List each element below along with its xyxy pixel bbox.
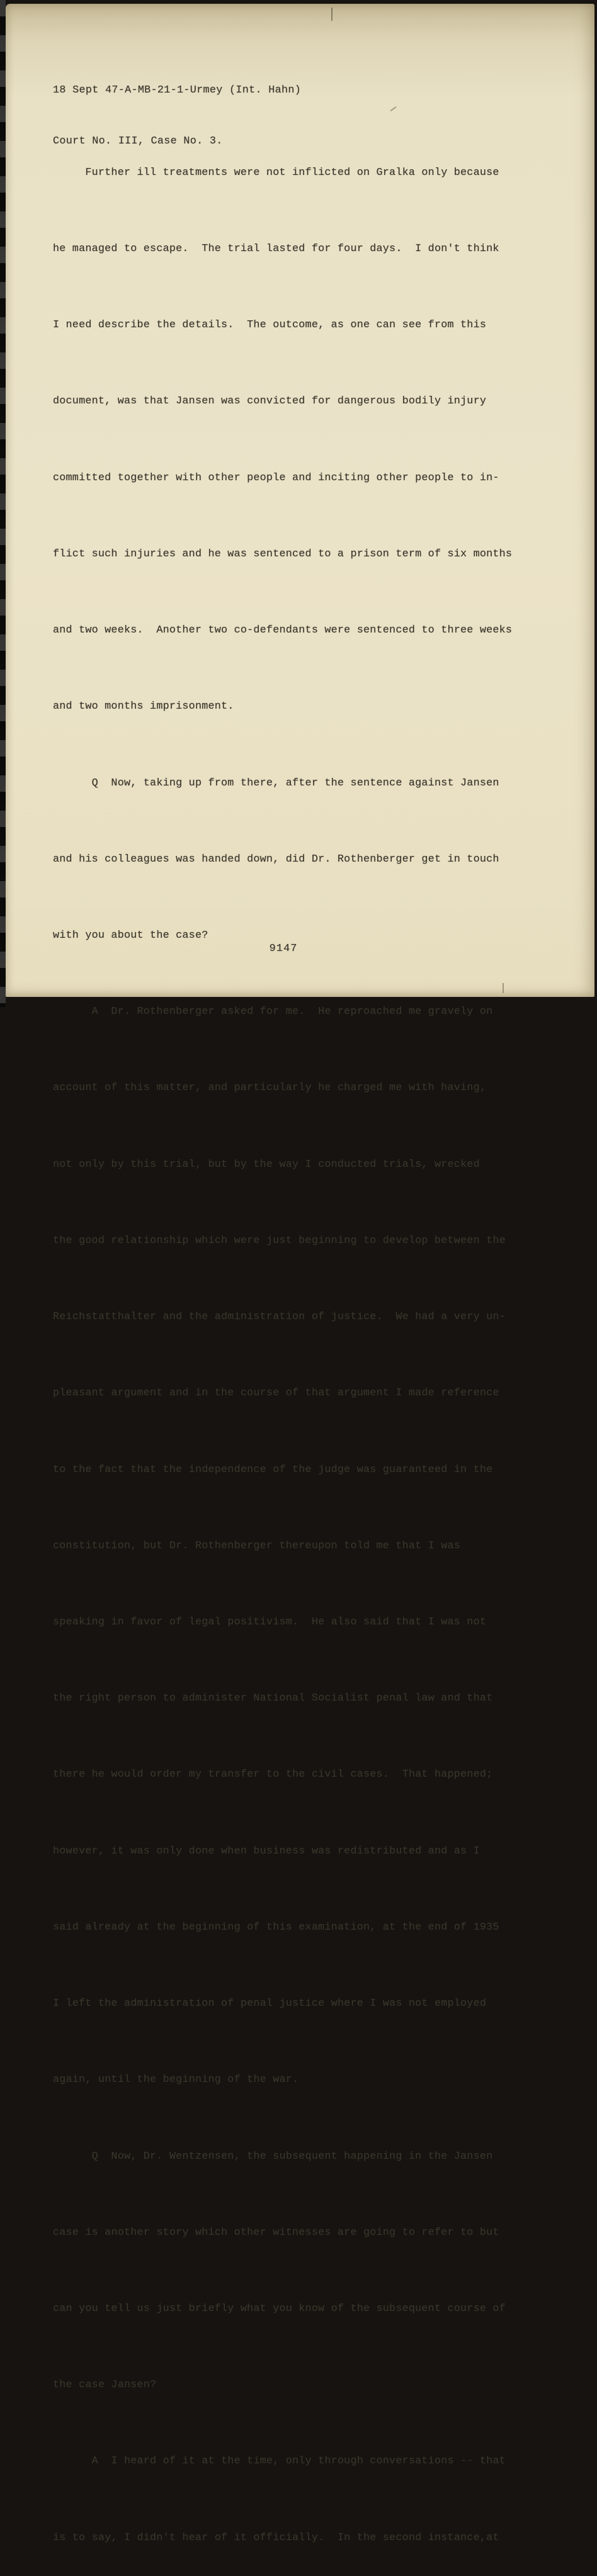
transcript-line: with you about the case?	[53, 930, 208, 942]
transcript-body	[53, 110, 512, 2576]
transcript-line: and two weeks. Another two co-defendants were sentenced to three weeks	[53, 624, 513, 637]
scan-artifact-top-tick	[331, 8, 333, 21]
transcript-line: I need describe the details. The outcome, as one can see from this	[53, 319, 487, 332]
transcript-line: document, was that Jansen was convicted for dangerous bodily injury	[53, 395, 487, 408]
transcript-line: A I heard of it at the time, only through conversations -- that	[53, 2455, 506, 2468]
transcript-line: account of this matter, and particularly he charged me with having,	[53, 1082, 487, 1094]
transcript-line: not only by this trial, but by the way I conducted trials, wrecked	[53, 1158, 480, 1171]
transcript-line: and two months imprisonment.	[53, 700, 234, 713]
transcript-line: constitution, but Dr. Rothenberger thereupon told me that I was	[53, 1539, 461, 1552]
header-line-date-case: 18 Sept 47-A-MB-21-1-Urmey (Int. Hahn)	[53, 84, 302, 96]
transcript-line: can you tell us just briefly what you know of the subsequent course of	[53, 2302, 506, 2315]
transcript-line: the good relationship which were just beginning to develop between the	[53, 1234, 506, 1247]
transcript-line: however, it was only done when business was redistributed and as I	[53, 1845, 480, 1857]
page-number: 9147	[269, 943, 298, 955]
transcript-line: flict such injuries and he was sentenced to a prison term of six months	[53, 548, 513, 560]
film-strip-edge	[0, 0, 6, 1007]
transcript-line: I left the administration of penal justice where I was not employed	[53, 1998, 487, 2010]
transcript-line: said already at the beginning of this examination, at the end of 1935	[53, 1921, 499, 1933]
transcript-line: the right person to administer National Socialist penal law and that	[53, 1692, 493, 1705]
transcript-line: the case Jansen?	[53, 2379, 157, 2392]
transcript-line: to the fact that the independence of the judge was guaranteed in the	[53, 1463, 493, 1476]
transcript-line: committed together with other people and inciting other people to in-	[53, 471, 499, 484]
transcript-line: there he would order my transfer to the civil cases. That happened;	[53, 1769, 493, 1781]
transcript-line: Further ill treatments were not inflicted on Gralka only because	[53, 166, 499, 179]
transcript-line: speaking in favor of legal positivism. He also said that I was not	[53, 1616, 487, 1628]
transcript-line: is to say, I didn't hear of it officially. In the second instance,at	[53, 2531, 499, 2544]
transcript-line: and his colleagues was handed down, did Dr. Rothenberger get in touch	[53, 853, 499, 865]
transcript-line: Q Now, taking up from there, after the sentence against Jansen	[53, 777, 499, 789]
header-line-court: Court No. III, Case No. 3.	[53, 135, 223, 147]
transcript-line: pleasant argument and in the course of that argument I made reference	[53, 1387, 499, 1400]
transcript-line: case is another story which other witnesses are going to refer to but	[53, 2226, 499, 2239]
transcript-line: Reichstatthalter and the administration of justice. We had a very un-	[53, 1311, 506, 1324]
transcript-line: he managed to escape. The trial lasted for four days. I don't think	[53, 243, 499, 256]
transcript-line: Q Now, Dr. Wentzensen, the subsequent happening in the Jansen	[53, 2150, 493, 2163]
transcript-line: again, until the beginning of the war.	[53, 2074, 299, 2086]
transcript-line: A Dr. Rothenberger asked for me. He reproached me gravely on	[53, 1006, 493, 1018]
